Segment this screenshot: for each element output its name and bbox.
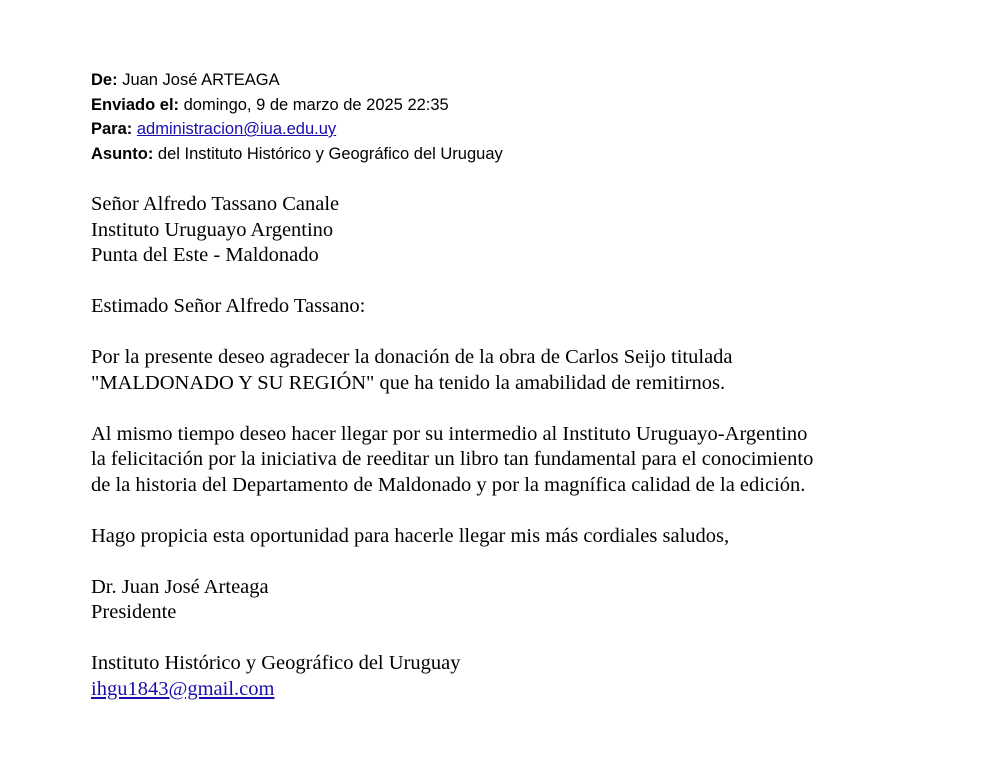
paragraph-2-line-3: de la historia del Departamento de Maldonado y por la magnífica calidad de la edición. xyxy=(91,473,806,496)
recipient-name: Señor Alfredo Tassano Canale xyxy=(91,193,340,215)
footer-email-link[interactable]: ihgu1843@gmail.com xyxy=(91,677,275,700)
letter-body xyxy=(91,192,813,702)
from-label: De: xyxy=(91,71,118,89)
recipient-institution: Instituto Uruguayo Argentino xyxy=(91,218,334,241)
signature-block xyxy=(91,575,813,626)
sent-label: Enviado el: xyxy=(91,95,180,114)
greeting-text: Estimado Señor Alfredo Tassano: xyxy=(91,295,366,317)
greeting xyxy=(91,294,813,320)
paragraph-2 xyxy=(91,422,813,499)
subject-row xyxy=(91,142,503,167)
paragraph-1-line-2: "MALDONADO Y SU REGIÓN" que ha tenido la amabilidad de remitirnos. xyxy=(91,371,726,394)
to-label: Para: xyxy=(91,120,133,138)
sent-row xyxy=(91,93,503,118)
closing-text: Hago propicia esta oportunidad para hacerle llegar mis más cordiales saludos, xyxy=(91,524,730,547)
to-row xyxy=(91,117,503,142)
recipient-block xyxy=(91,192,813,269)
paragraph-2-line-2: la felicitación por la iniciativa de reeditar un libro tan fundamental para el conocimiento xyxy=(91,448,814,470)
subject-value: del Instituto Histórico y Geográfico del Uruguay xyxy=(157,144,503,163)
sent-value: domingo, 9 de marzo de 2025 22:35 xyxy=(183,95,449,114)
signature-title: Presidente xyxy=(91,601,177,623)
from-row xyxy=(91,68,503,93)
footer-block xyxy=(91,651,813,702)
from-value: Juan José ARTEAGA xyxy=(122,71,280,89)
paragraph-1 xyxy=(91,345,813,396)
recipient-location: Punta del Este - Maldonado xyxy=(91,244,319,266)
subject-label: Asunto: xyxy=(91,144,154,163)
footer-email-row xyxy=(91,677,813,703)
footer-institution: Instituto Histórico y Geográfico del Uruguay xyxy=(91,652,461,674)
paragraph-2-line-1: Al mismo tiempo deseo hacer llegar por su intermedio al Instituto Uruguayo-Argentino xyxy=(91,422,808,445)
email-header xyxy=(91,68,503,166)
to-email-link[interactable]: administracion@iua.edu.uy xyxy=(136,120,337,138)
paragraph-1-line-1: Por la presente deseo agradecer la donación de la obra de Carlos Seijo titulada xyxy=(91,346,733,368)
closing xyxy=(91,524,813,550)
signature-name: Dr. Juan José Arteaga xyxy=(91,575,269,598)
